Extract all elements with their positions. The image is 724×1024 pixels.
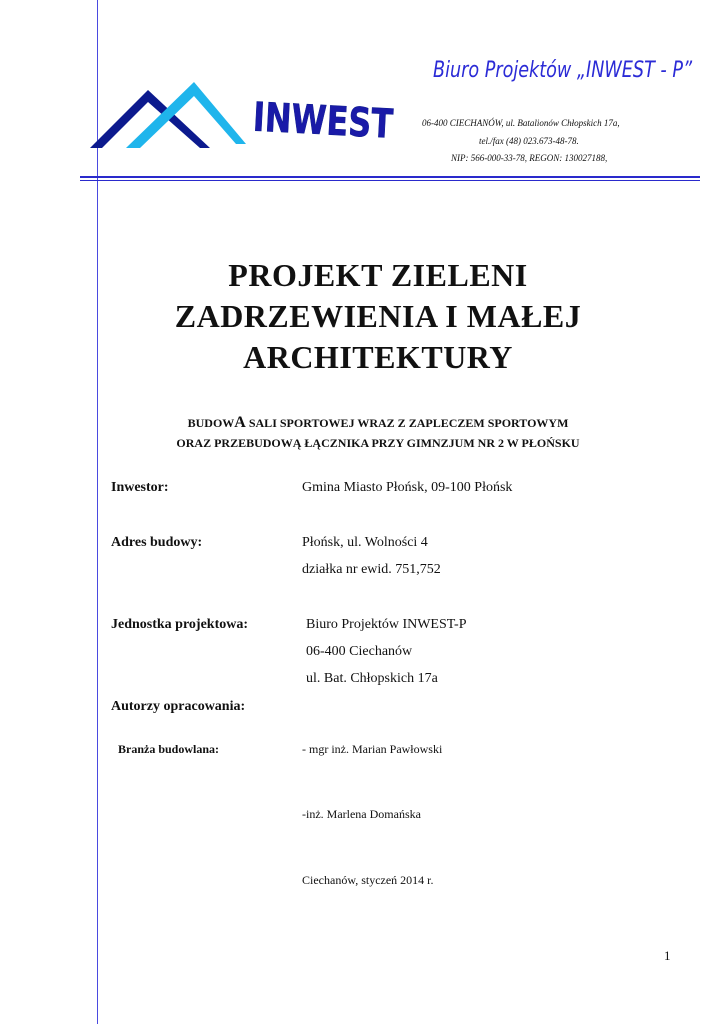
investor-label: Inwestor: bbox=[111, 480, 169, 495]
design-unit-name: Biuro Projektów INWEST-P bbox=[306, 617, 467, 632]
title-line: ARCHITEKTURY bbox=[243, 339, 513, 375]
header-rule bbox=[80, 176, 700, 178]
authors-label: Autorzy opracowania: bbox=[111, 699, 246, 714]
company-name: Biuro Projektów „INWEST - P” bbox=[433, 58, 693, 83]
address-line-1: 06-400 CIECHANÓW, ul. Batalionów Chłopskich 17a, bbox=[422, 118, 620, 128]
investor-value: Gmina Miasto Płońsk, 09-100 Płońsk bbox=[302, 480, 513, 495]
design-unit-label: Jednostka projektowa: bbox=[111, 617, 249, 632]
title-line: PROJEKT ZIELENI bbox=[228, 257, 528, 293]
page-number: 1 bbox=[664, 948, 671, 963]
site-address-value: Płońsk, ul. Wolności 4 bbox=[302, 535, 428, 550]
inwest-logo bbox=[90, 80, 430, 156]
subtitle-big-letter: A bbox=[234, 414, 246, 431]
design-unit-city: 06-400 Ciechanów bbox=[306, 644, 413, 659]
author-2: -inż. Marlena Domańska bbox=[302, 807, 421, 821]
project-subtitle bbox=[110, 413, 646, 453]
design-unit-street: ul. Bat. Chłopskich 17a bbox=[306, 671, 438, 686]
subtitle-rest: SALI SPORTOWEJ WRAZ Z ZAPLECZEM SPORTOWYM bbox=[245, 416, 569, 430]
address-line-3: NIP: 566-000-33-78, REGON: 130027188, bbox=[451, 153, 608, 163]
site-address-label: Adres budowy: bbox=[111, 535, 203, 550]
author-1: - mgr inż. Marian Pawłowski bbox=[302, 742, 443, 756]
subtitle-line-2: ORAZ PRZEBUDOWĄ ŁĄCZNIKA PRZY GIMNZJUM NR 2 W PŁOŃSKU bbox=[176, 436, 580, 450]
branch-label: Branża budowlana: bbox=[118, 742, 220, 756]
plot-number-value: działka nr ewid. 751,752 bbox=[302, 562, 441, 577]
subtitle-lead: BUDOW bbox=[187, 416, 235, 430]
address-line-2: tel./fax (48) 023.673-48-78. bbox=[479, 136, 579, 146]
place-date: Ciechanów, styczeń 2014 r. bbox=[302, 873, 434, 887]
subtitle-line-1 bbox=[110, 413, 646, 433]
title-line: ZADRZEWIENIA I MAŁEJ bbox=[174, 298, 582, 334]
document-title bbox=[100, 255, 656, 378]
logo-wordmark: INWEST bbox=[251, 94, 430, 150]
header-rule-thin bbox=[80, 180, 700, 181]
logo-dark-roof bbox=[90, 90, 210, 148]
logo-light-roof bbox=[126, 82, 246, 148]
